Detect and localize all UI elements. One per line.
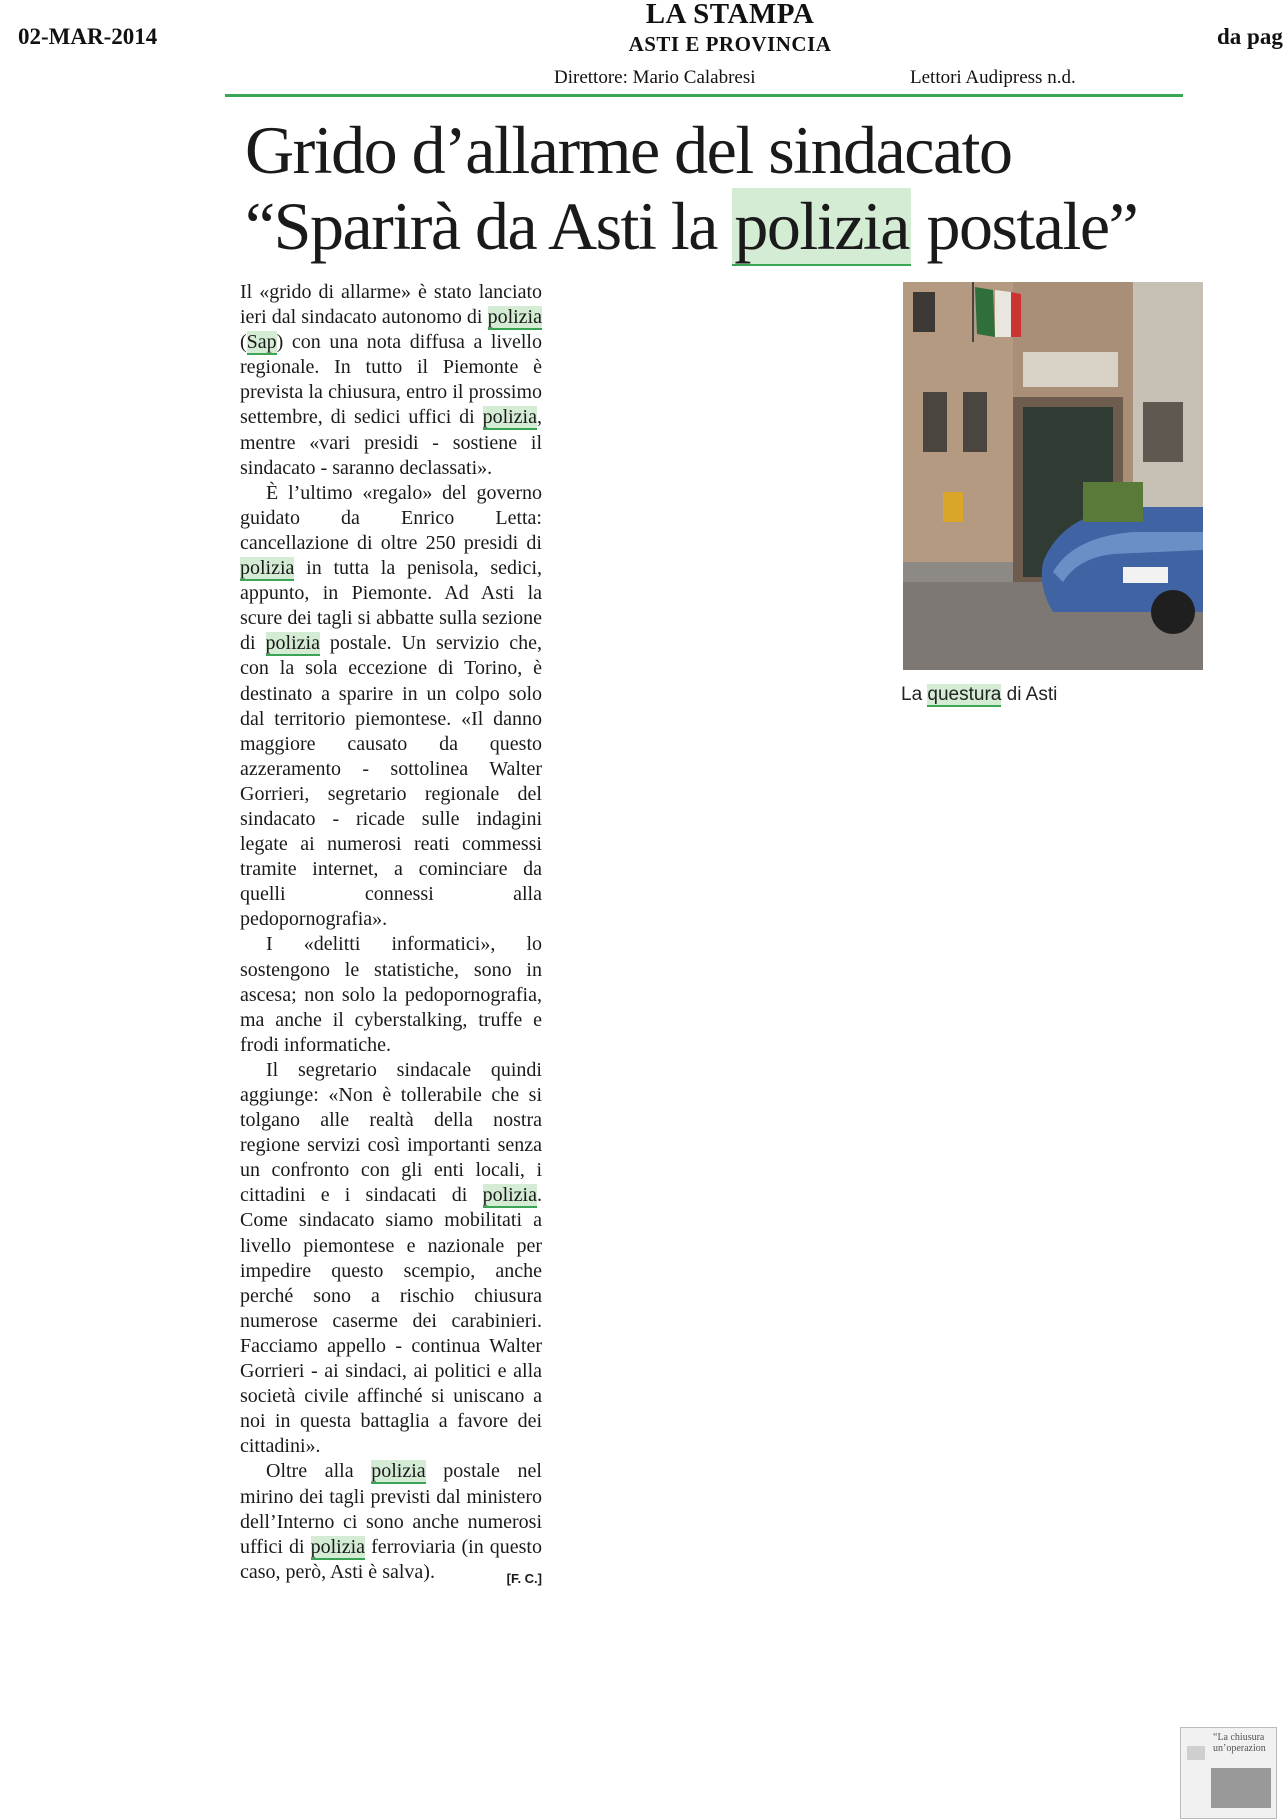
photo-caption	[901, 684, 1057, 706]
highlighted-term: polizia	[482, 406, 537, 429]
caption-highlight: questura	[927, 684, 1002, 705]
paragraph-text: Oltre alla	[266, 1460, 372, 1483]
headline-text-b: postale”	[910, 188, 1138, 264]
header-divider	[225, 94, 1183, 97]
paragraph-text: I «delitti informatici», lo sostengono le statistiche, sono in ascesa; non solo la pedopornografia, ma anche il cyberstalking, truffe e frodi informatiche.	[240, 933, 542, 1056]
page-reference: da pag	[1217, 24, 1283, 49]
thumbnail-title-1: “La chiusura	[1213, 1732, 1265, 1743]
thumbnail-title-2: un’operazion	[1213, 1743, 1266, 1754]
headline-line-1: Grido d’allarme del sindacato	[245, 112, 1012, 188]
highlighted-term: polizia	[265, 632, 320, 655]
article-paragraph	[240, 280, 542, 481]
paragraph-text: postale nel mirino dei tagli previsti dal ministero dell’Interno ci sono anche numerosi uffici di	[240, 1460, 542, 1558]
headline-text-a: “Sparirà da Asti la	[245, 188, 733, 264]
thumbnail-image	[1211, 1768, 1271, 1808]
paragraph-text: , mentre «vari presidi - sostiene il sindacato - saranno declassati».	[240, 406, 542, 479]
highlighted-term: polizia	[482, 1184, 537, 1207]
thumbnail-dropcap	[1187, 1746, 1205, 1760]
caption-text-a: La	[901, 684, 928, 705]
paragraph-text: Il «grido di allarme» è stato lanciato ieri dal sindacato autonomo di	[240, 281, 542, 329]
headline-highlight: polizia	[734, 188, 909, 264]
article-paragraph	[240, 1459, 542, 1584]
caption-text-b: di Asti	[1001, 684, 1058, 705]
edition-date: 02-MAR-2014	[18, 24, 158, 49]
paragraph-text: in tutta la penisola, sedici, appunto, in Piemonte. Ad Asti la scure dei tagli si abbatte sulla sezione di	[240, 557, 542, 655]
paragraph-text: (	[240, 331, 247, 354]
article-paragraph	[240, 481, 542, 933]
highlighted-term: polizia	[240, 557, 295, 580]
paragraph-text: È l’ultimo «regalo» del governo guidato da Enrico Letta: cancellazione di oltre 250 presidi di	[240, 481, 542, 554]
highlighted-term: polizia	[371, 1460, 426, 1483]
highlighted-term: Sap	[246, 331, 277, 354]
director-line: Direttore: Mario Calabresi	[554, 67, 756, 88]
publication-name: LA STAMPA	[645, 0, 815, 30]
section-name: ASTI E PROVINCIA	[628, 32, 832, 56]
highlighted-term: polizia	[310, 1535, 366, 1558]
paragraph-text: postale. Un servizio che, con la sola eccezione di Torino, è destinato a sparire in un colpo solo dal territorio piemontese. «Il danno maggiore causato da questo azzeramento - sottolinea Walter Gorrieri, segretario regionale del sindacato - ricade sulle indagini legate ai numerosi reati commessi tramite internet, a cominciare da quelli connessi alla pedopornografia».	[240, 632, 542, 931]
questura-photo	[903, 282, 1203, 670]
article-paragraph	[240, 932, 542, 1057]
headline-line-2	[245, 188, 1205, 264]
highlighted-term: polizia	[487, 306, 542, 329]
paragraph-text: ) con una nota diffusa a livello regionale. In tutto il Piemonte è prevista la chiusura, entro il prossimo settembre, di sedici uffici di	[240, 331, 542, 429]
article-body	[240, 280, 542, 1591]
paragraph-text: ferroviaria (in questo caso, però, Asti è salva).	[240, 1535, 542, 1583]
author-signature: [F. C.]	[506, 1570, 542, 1586]
readers-line: Lettori Audipress n.d.	[910, 67, 1076, 88]
questura-illustration	[903, 282, 1203, 670]
paragraph-text: Il segretario sindacale quindi aggiunge: «Non è tollerabile che si tolgano alle realtà della nostra regione servizi così importanti senza un confronto con gli enti locali, i cittadini e i sindacati di	[240, 1058, 542, 1207]
article-paragraph	[240, 1058, 542, 1460]
paragraph-text: . Come sindacato siamo mobilitati a livello piemontese e nazionale per impedire questo scempio, anche perché sono a rischio chiusura numerose caserme dei carabinieri. Facciamo appello - continua Walter Gorrieri - ai sindaci, ai politici e alla società civile affinché si uniscano a noi in questa battaglia a favore dei cittadini».	[240, 1184, 542, 1458]
page-thumbnail[interactable]	[1180, 1727, 1277, 1819]
article-headline	[245, 112, 1205, 264]
